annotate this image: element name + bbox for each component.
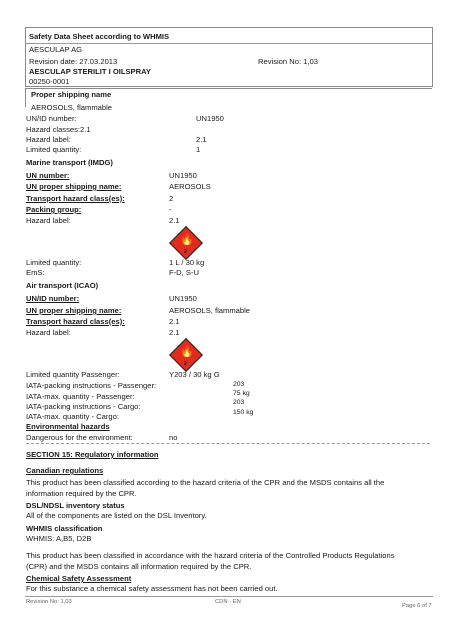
env-value: no bbox=[169, 433, 178, 442]
cpr-text-1: This product has been classified in accordance with the hazard criteria of the Controlled Products Regulations bbox=[26, 551, 395, 560]
csa-text: For this substance a chemical safety assessment has not been carried out. bbox=[26, 584, 278, 593]
ps-label-0: UN/ID number: bbox=[26, 114, 77, 123]
air-limited-passenger-label: Limited quantity Passenger: bbox=[26, 370, 120, 379]
iata-label-1: IATA-max. quantity - Passenger: bbox=[26, 392, 135, 401]
iata-value-1: 75 kg bbox=[233, 390, 250, 397]
dashed-separator bbox=[26, 443, 430, 444]
company-name: AESCULAP AG bbox=[29, 45, 83, 54]
revision-date: Revision date: 27.03.2013 bbox=[29, 57, 118, 66]
footer-rule bbox=[25, 596, 433, 597]
env-heading: Environmental hazards bbox=[26, 422, 110, 431]
shipping-name-heading: Proper shipping name bbox=[31, 90, 112, 99]
canadian-text-2: information required by the CPR. bbox=[26, 489, 137, 498]
ps-value-2: 2.1 bbox=[196, 135, 207, 144]
shipping-name-value: AEROSOLS, flammable bbox=[31, 103, 113, 112]
header-divider bbox=[25, 43, 433, 44]
marine-value-4: 2.1 bbox=[169, 216, 180, 225]
marine-value-1: AEROSOLS bbox=[169, 182, 211, 191]
flame-icon: 🔥 bbox=[180, 346, 194, 358]
diamond-class-number: 2 bbox=[184, 249, 187, 255]
air-value-2: 2.1 bbox=[169, 317, 180, 326]
whmis-text: WHMIS: A,B5, D2B bbox=[26, 534, 92, 543]
ps-label-2: Hazard label: bbox=[26, 135, 71, 144]
iata-value-2: 203 bbox=[233, 399, 245, 406]
air-value-0: UN1950 bbox=[169, 294, 197, 303]
air-label-3: Hazard label: bbox=[26, 328, 71, 337]
product-name: AESCULAP STERILIT I OILSPRAY bbox=[29, 67, 151, 76]
document-title: Safety Data Sheet according to WHMIS bbox=[29, 32, 170, 41]
canadian-text-1: This product has been classified according to the hazard criteria of the CPR and the MSDS contains all the bbox=[26, 478, 385, 487]
iata-label-0: IATA-packing instructions - Passenger: bbox=[26, 381, 157, 390]
iata-value-3: 150 kg bbox=[233, 409, 254, 416]
iata-label-3: IATA-max. quantity - Cargo: bbox=[26, 412, 119, 421]
section15-heading: SECTION 15: Regulatory information bbox=[26, 450, 159, 459]
ps-value-3: 1 bbox=[196, 145, 201, 154]
air-limited-passenger-value: Y203 / 30 kg G bbox=[169, 370, 220, 379]
iata-label-2: IATA-packing instructions - Cargo: bbox=[26, 402, 141, 411]
footer-revision: Revision No: 1,03 bbox=[26, 599, 72, 605]
marine-label-2: Transport hazard class(es): bbox=[26, 194, 125, 203]
dsl-heading: DSL/NDSL inventory status bbox=[26, 501, 125, 510]
marine-limited-value: 1 L / 30 kg bbox=[169, 258, 205, 267]
marine-value-2: 2 bbox=[169, 194, 174, 203]
marine-limited-label: Limited quantity: bbox=[26, 258, 82, 267]
product-code: 00250-0001 bbox=[29, 77, 70, 86]
ps-label-1: Hazard classes:2.1 bbox=[26, 125, 91, 134]
diamond-class-number: 2 bbox=[184, 361, 187, 367]
air-label-1: UN proper shipping name: bbox=[26, 306, 122, 315]
whmis-heading: WHMIS classification bbox=[26, 524, 103, 533]
marine-label-1: UN proper shipping name: bbox=[26, 182, 122, 191]
marine-ems-label: EmS: bbox=[26, 268, 45, 277]
marine-ems-value: F-D, S-U bbox=[169, 268, 199, 277]
air-label-0: UN/ID number: bbox=[26, 294, 80, 303]
canadian-heading: Canadian regulations bbox=[26, 466, 104, 475]
footer-language: CDN - EN bbox=[215, 599, 241, 605]
marine-value-0: UN1950 bbox=[169, 171, 197, 180]
footer-page-number: Page 6 of 7 bbox=[402, 603, 432, 609]
marine-label-3: Packing group: bbox=[26, 205, 82, 214]
ps-label-3: Limited quantity: bbox=[26, 145, 82, 154]
cpr-text-2: (CPR) and the MSDS contains all information required by the CPR. bbox=[26, 562, 252, 571]
dsl-text: All of the components are listed on the DSL Inventory. bbox=[26, 511, 207, 520]
marine-value-3: - bbox=[169, 205, 172, 214]
csa-heading: Chemical Safety Assessment bbox=[26, 574, 132, 583]
air-label-2: Transport hazard class(es): bbox=[26, 317, 125, 326]
air-value-3: 2.1 bbox=[169, 328, 180, 337]
ps-value-0: UN1950 bbox=[196, 114, 224, 123]
marine-heading: Marine transport (IMDG) bbox=[26, 158, 113, 167]
iata-value-0: 203 bbox=[233, 381, 245, 388]
marine-label-4: Hazard label: bbox=[26, 216, 71, 225]
flame-icon: 🔥 bbox=[180, 234, 194, 246]
env-label: Dangerous for the environment: bbox=[26, 433, 133, 442]
air-value-1: AEROSOLS, flammable bbox=[169, 306, 251, 315]
air-heading: Air transport (ICAO) bbox=[26, 281, 99, 290]
revision-number: Revision No: 1,03 bbox=[258, 57, 318, 66]
marine-label-0: UN number: bbox=[26, 171, 70, 180]
